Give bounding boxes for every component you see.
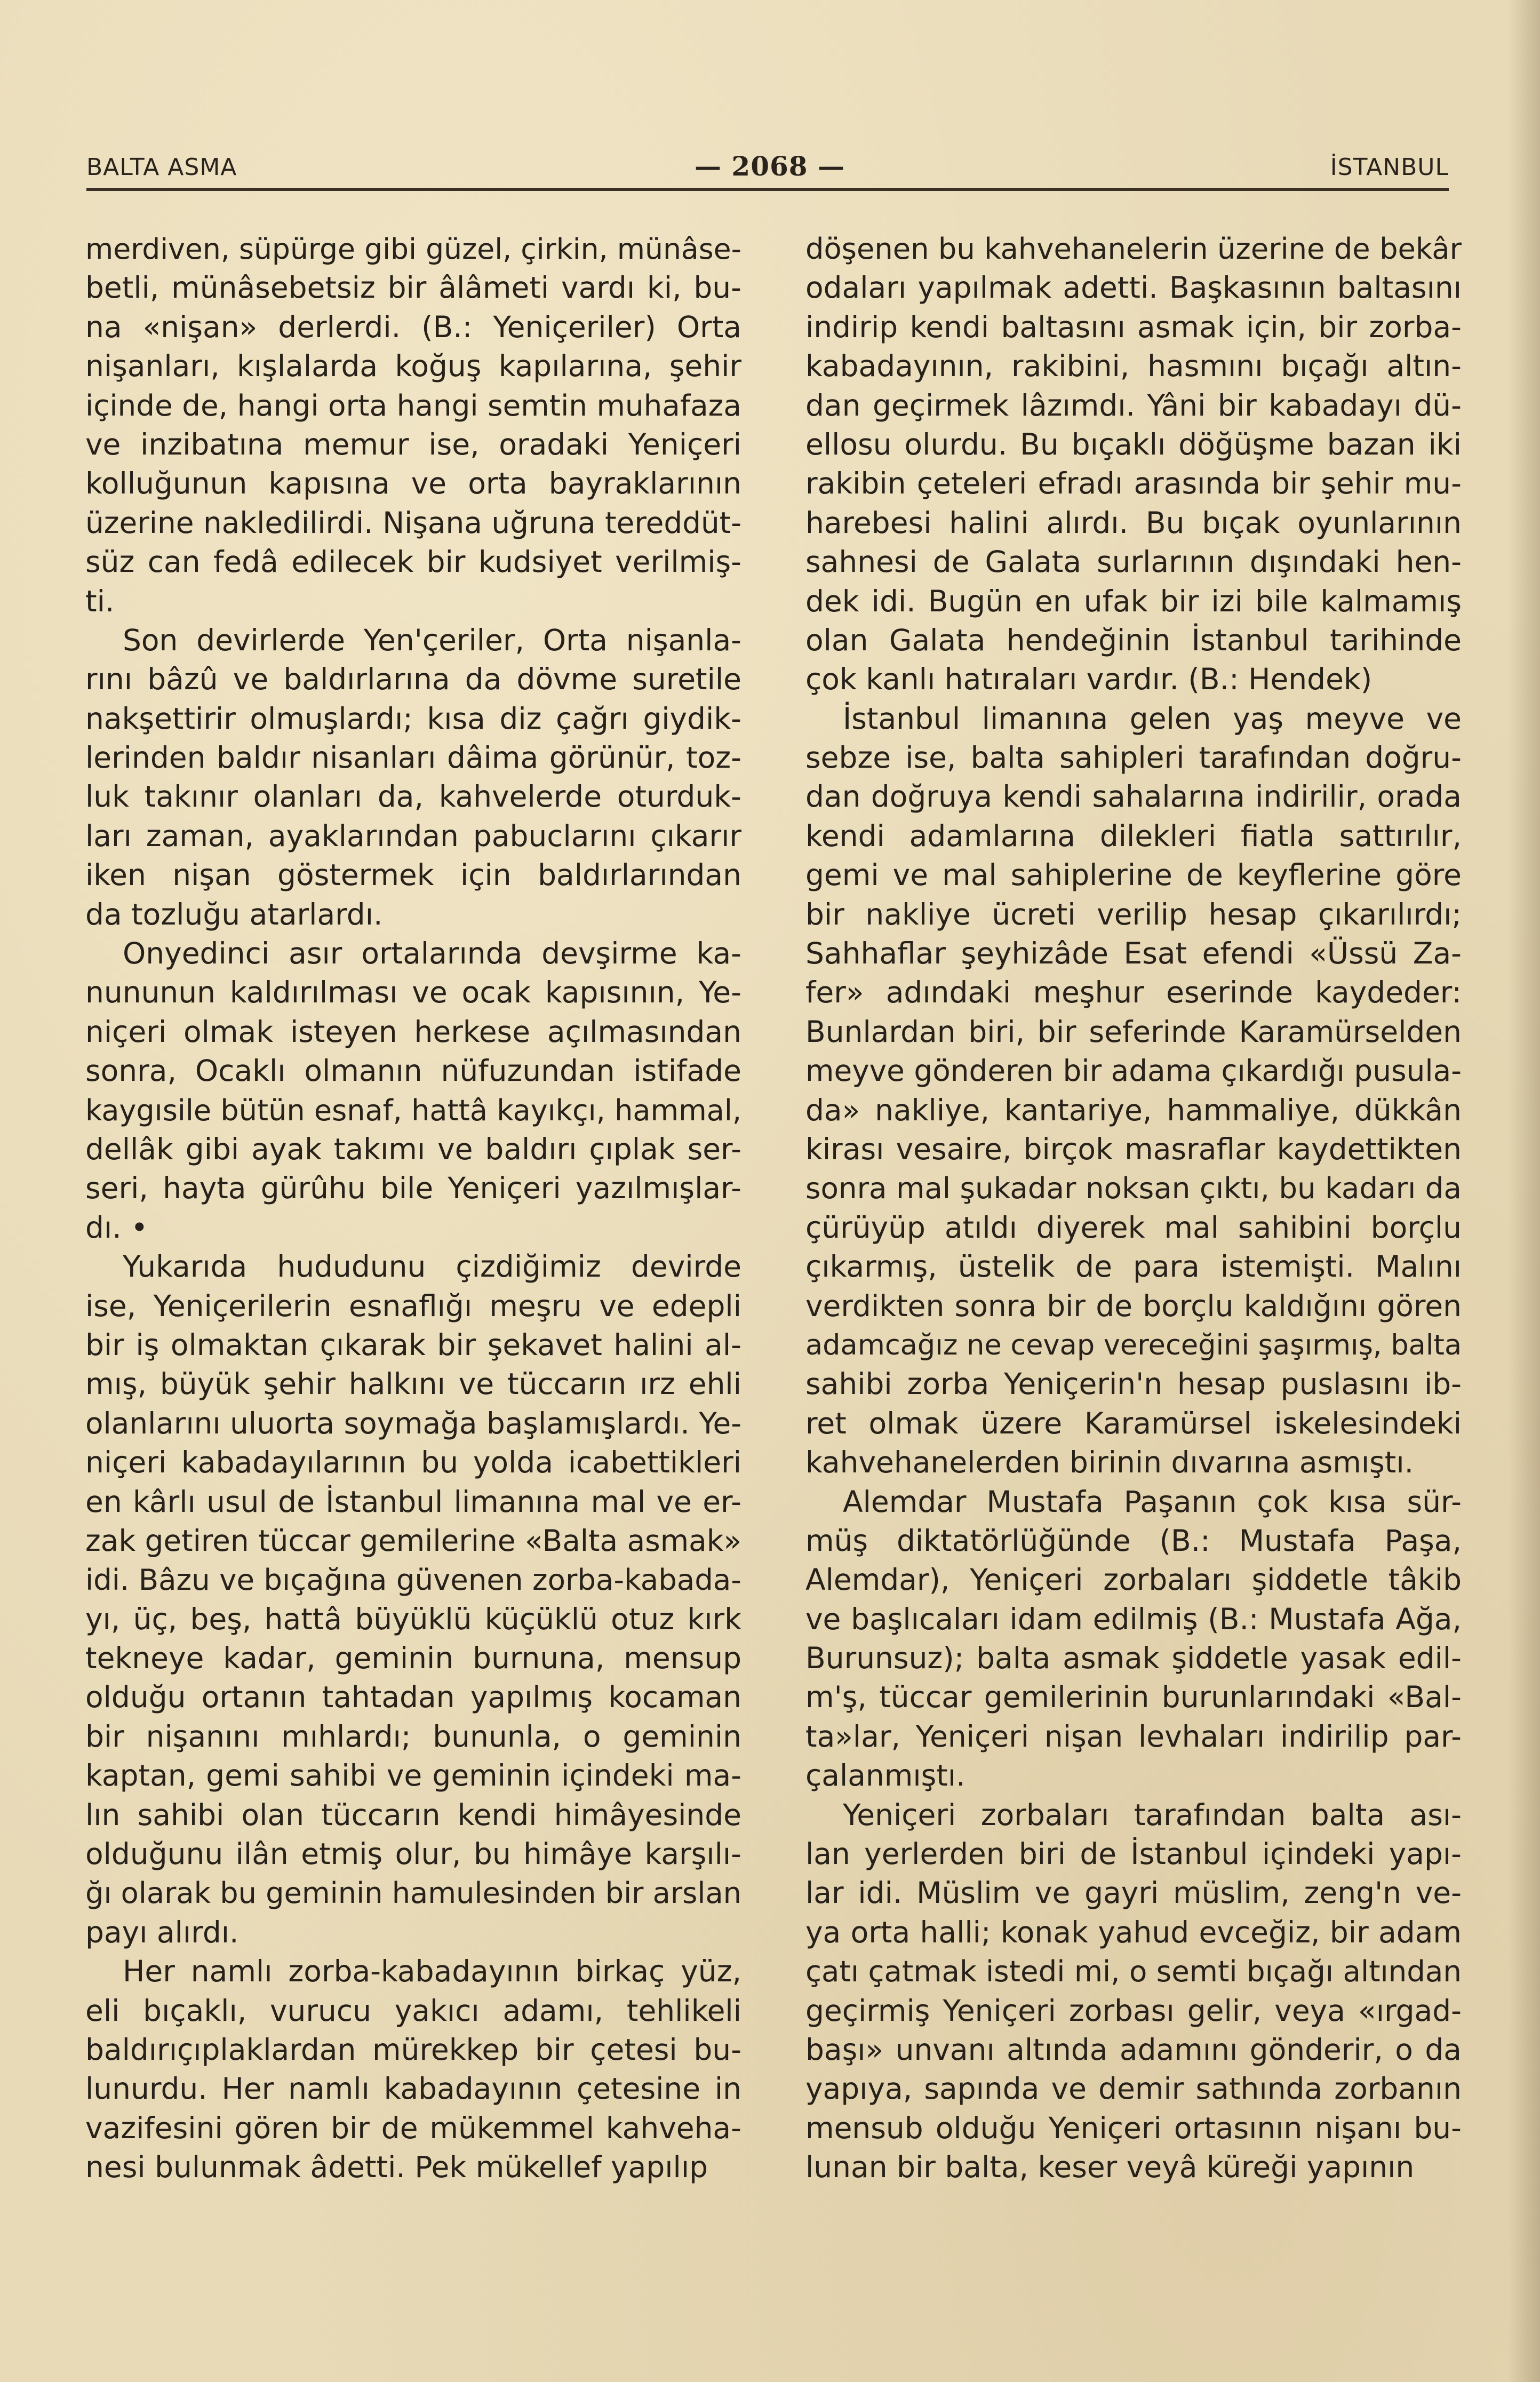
text-line: kaptan, gemi sahibi ve geminin içindeki ma- [85,1758,741,1793]
text-line: kolluğunun kapısına ve orta bayraklarının [85,466,741,501]
text-line: da» nakliye, kantariye, hammaliye, dükkân [805,1093,1462,1127]
text-line: mış, büyük şehir halkını ve tüccarın ırz ehli [85,1367,741,1401]
text-line: gemi ve mal sahiplerine de keyflerine göre [805,858,1462,893]
text-line: vazifesini gören bir de mükemmel kahveha- [85,2110,741,2145]
text-line: dellâk gibi ayak takımı ve baldırı çıplak ser- [85,1132,741,1166]
text-line: da tozluğu atarlardı. [85,897,383,931]
text-line: niçeri kabadayılarının bu yolda icabettikleri [85,1445,741,1480]
text-line: nesi bulunmak âdetti. Pek mükellef yapılıp [85,2150,708,2185]
text-line: seri, hayta gürûhu bile Yeniçeri yazılmışlar- [85,1171,741,1206]
text-line: Sahhaflar şeyhizâde Esat efendi «Üssü Za- [805,936,1462,971]
text-line: lın sahibi olan tüccarın kendi himâyesinde [85,1797,741,1832]
text-line: rını bâzû ve baldırlarına da dövme suretile [85,662,741,697]
text-line: lunurdu. Her namlı kabadayının çetesine in [85,2072,741,2106]
text-line: içinde de, hangi orta hangi semtin muhafaza [85,388,741,423]
text-line: m'ş, tüccar gemilerinin burunlarındaki «Bal- [805,1680,1462,1715]
text-line: payı alırdı. [85,1915,239,1949]
text-line: ğı olarak bu geminin hamulesinden bir arslan [85,1876,741,1910]
page-number: — 2068 — [695,150,845,182]
text-line: idi. Bâzu ve bıçağına güvenen zorba-kabada- [85,1563,741,1597]
text-line: üzerine nakledilirdi. Nişana uğruna tereddüt- [85,505,741,540]
text-line: sahnesi de Galata surlarının dışındaki hen- [805,545,1462,579]
text-line: verdikten sonra bir de borçlu kaldığını gören [805,1288,1462,1323]
text-line: lar idi. Müslim ve gayri müslim, zeng'n ve- [805,1876,1462,1910]
text-line: ise, Yeniçerilerin esnaflığı meşru ve edepli [85,1288,741,1323]
text-line: kirası vesaire, birçok masraflar kaydettikten [805,1132,1462,1166]
text-line: süz can fedâ edilecek bir kudsiyet verilmiş- [85,545,741,579]
text-line: luk takınır olanları da, kahvelerde oturduk- [85,779,741,814]
text-line: Yeniçeri zorbaları tarafından balta ası- [843,1797,1462,1832]
text-line: olduğu ortanın tahtadan yapılmış kocaman [85,1680,741,1715]
text-line: odaları yapılmak adetti. Başkasının baltasını [805,270,1462,305]
text-line: dan geçirmek lâzımdı. Yâni bir kabadayı dü- [805,388,1462,423]
text-line: kahvehanelerden birinin dıvarına asmıştı. [805,1445,1414,1480]
page-edge-shadow [1508,0,1540,2382]
text-line: tekneye kadar, geminin burnuna, mensup [85,1641,741,1676]
text-line: meyve gönderen bir adama çıkardığı pusula- [805,1054,1462,1088]
text-line: çıkarmış, üstelik de para istemişti. Malını [805,1249,1462,1284]
text-line: indirip kendi baltasını asmak için, bir zorba- [805,309,1462,344]
header-volume-title: İSTANBUL [1330,154,1449,181]
running-header [86,144,1449,187]
text-line: lerinden baldır nisanları dâima görünür, toz- [85,740,741,775]
text-line: Bunlardan biri, bir seferinde Karamürselden [805,1014,1462,1049]
text-line: rakibin çeteleri efradı arasında bir şehir mu- [805,466,1462,501]
text-line: Her namlı zorba-kabadayının birkaç yüz, [123,1954,741,1989]
text-line: eli bıçaklı, vurucu yakıcı adamı, tehlikeli [85,1993,741,2028]
text-line: Onyedinci asır ortalarında devşirme ka- [123,936,741,971]
column-gutter [779,229,780,2235]
text-line: Son devirlerde Yen'çeriler, Orta nişanla- [123,623,741,657]
text-line: bir nakliye ücreti verilip hesap çıkarılırdı; [805,897,1462,931]
text-line: ret olmak üzere Karamürsel iskelesindeki [805,1406,1462,1440]
left-text-column [85,229,741,2187]
text-line: dan doğruya kendi sahalarına indirilir, orada [805,779,1462,814]
header-rule [86,188,1449,191]
text-line: lunan bir balta, keser veyâ küreği yapının [805,2150,1415,2185]
text-line: Burunsuz); balta asmak şiddetle yasak edil- [805,1641,1462,1676]
text-line: zak getiren tüccar gemilerine «Balta asmak» [85,1523,741,1558]
text-line: İstanbul limanına gelen yaş meyve ve [843,701,1462,736]
text-line: bir nişanını mıhlardı; bununla, o geminin [85,1719,741,1754]
text-line: ve başlıcaları idam edilmiş (B.: Mustafa Ağa, [805,1602,1462,1636]
text-line: döşenen bu kahvehanelerin üzerine de bekâr [805,232,1462,266]
text-line: ta»lar, Yeniçeri nişan levhaları indirilip par- [805,1719,1462,1754]
text-line: betli, münâsebetsiz bir âlâmeti vardı ki, bu- [85,270,741,305]
text-line: kendi adamlarına dilekleri fiatla sattırılır, [805,818,1462,853]
text-line: çürüyüp atıldı diyerek mal sahibini borçlu [805,1210,1462,1245]
text-line: harebesi halini alırdı. Bu bıçak oyunlarının [805,505,1462,540]
right-text-column [805,229,1462,2187]
text-line: olduğunu ilân etmiş olur, bu himâye karşılı- [85,1837,741,1871]
text-line: ellosu olurdu. Bu bıçaklı döğüşme bazan iki [805,427,1462,461]
text-line: ya orta halli; konak yahud evceğiz, bir adam [805,1915,1462,1949]
text-line: Alemdar Mustafa Paşanın çok kısa sür- [843,1484,1462,1519]
text-line: niçeri olmak isteyen herkese açılmasından [85,1014,741,1049]
text-line: nununun kaldırılması ve ocak kapısının, Ye- [85,975,741,1010]
text-line: Yukarıda hududunu çizdiğimiz devirde [123,1249,741,1284]
text-line: geçirmiş Yeniçeri zorbası gelir, veya «ırgad- [805,1993,1462,2028]
text-line: yapıya, sapında ve demir sathında zorbanın [805,2072,1462,2106]
text-line: Alemdar), Yeniçeri zorbaları şiddetle tâkib [805,1563,1462,1597]
text-line: sahibi zorba Yeniçerin'n hesap puslasını ib- [805,1367,1462,1401]
text-line: ları zaman, ayaklarından pabuclarını çıkarır [85,818,741,853]
text-line: dek idi. Bugün en ufak bir izi bile kalmamış [805,584,1462,618]
text-line: kabadayının, rakibini, hasmını bıçağı altın- [805,349,1462,384]
text-line: lan yerlerden biri de İstanbul içindeki yapı- [805,1837,1462,1871]
text-line: en kârlı usul de İstanbul limanına mal ve er- [85,1484,741,1519]
text-line: sonra, Ocaklı olmanın nüfuzundan istifade [85,1054,741,1088]
text-line: merdiven, süpürge gibi güzel, çirkin, münâse- [85,232,741,266]
text-line: mensub olduğu Yeniçeri ortasının nişanı bu- [805,2110,1462,2145]
text-line: başı» unvanı altında adamını gönderir, o da [805,2032,1462,2067]
text-line: ve inzibatına memur ise, oradaki Yeniçeri [85,427,741,461]
text-line: adamcağız ne cevap vereceğini şaşırmış, balta [805,1328,1462,1361]
text-line: na «nişan» derlerdi. (B.: Yeniçeriler) Orta [85,309,741,344]
text-line: dı. • [85,1210,148,1245]
header-section-title: BALTA ASMA [86,154,237,181]
text-line: müş diktatörlüğünde (B.: Mustafa Paşa, [805,1523,1462,1558]
text-line: baldırıçıplaklardan mürekkep bir çetesi bu- [85,2032,741,2067]
text-line: yı, üç, beş, hattâ büyüklü küçüklü otuz kırk [85,1602,741,1636]
text-line: sebze ise, balta sahipleri tarafından doğru- [805,740,1462,775]
text-line: ti. [85,584,115,618]
text-line: iken nişan göstermek için baldırlarından [85,858,741,893]
text-line: olan Galata hendeğinin İstanbul tarihinde [805,623,1462,657]
text-line: çok kanlı hatıraları vardır. (B.: Hendek) [805,662,1373,697]
text-line: çalanmıştı. [805,1758,966,1793]
text-line: bir iş olmaktan çıkarak bir şekavet halini al- [85,1327,741,1362]
text-line: çatı çatmak istedi mi, o semti bıçağı altından [805,1954,1462,1989]
text-line: olanlarını uluorta soymağa başlamışlardı. Ye- [85,1406,741,1440]
text-line: kaygısile bütün esnaf, hattâ kayıkçı, hammal, [85,1093,741,1127]
text-line: nakşettirir olmuşlardı; kısa diz çağrı giydik- [85,701,741,736]
text-line: sonra mal şukadar noksan çıktı, bu kadarı da [805,1171,1462,1206]
text-line: fer» adındaki meşhur eserinde kaydeder: [805,975,1462,1010]
text-line: nişanları, kışlalarda koğuş kapılarına, şehir [85,349,741,384]
